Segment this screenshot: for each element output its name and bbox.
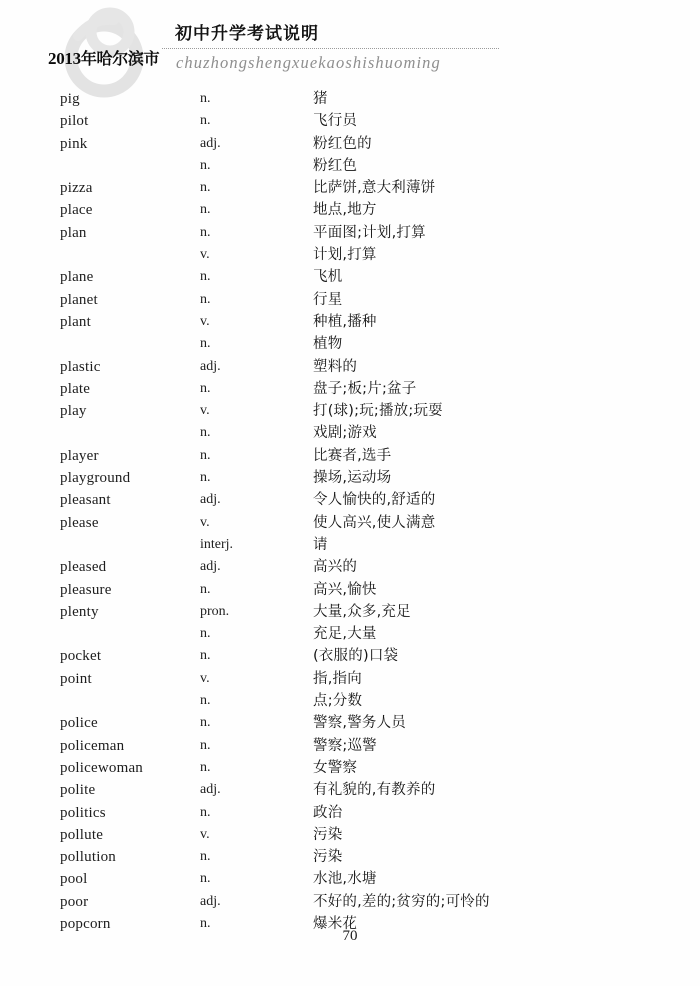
vocabulary-row [0,467,700,489]
vocabulary-meaning: 女警察 [313,759,358,776]
header-pinyin: chuzhongshengxuekaoshishuoming [176,53,441,72]
vocabulary-meaning: 政治 [313,804,343,821]
vocabulary-part-of-speech: v. [200,514,210,530]
vocabulary-meaning: 点;分数 [313,693,363,710]
vocabulary-meaning: 塑料的 [313,358,358,375]
vocabulary-row [0,601,700,623]
vocabulary-meaning: (衣服的)口袋 [313,648,399,665]
vocabulary-word: pollute [60,826,104,843]
vocabulary-row [0,333,700,355]
vocabulary-row [0,110,700,132]
vocabulary-meaning: 高兴的 [313,559,358,576]
vocabulary-part-of-speech: pron. [200,603,230,619]
vocabulary-word: plate [60,380,91,397]
vocabulary-meaning: 计划,打算 [313,247,377,264]
vocabulary-meaning: 充足,大量 [313,626,377,643]
vocabulary-row [0,266,700,288]
vocabulary-meaning: 请 [313,536,328,553]
vocabulary-part-of-speech: adj. [200,893,221,909]
vocabulary-row [0,289,700,311]
brand-city: 年哈尔滨市 [80,49,160,68]
vocabulary-row [0,311,700,333]
vocabulary-row [0,400,700,422]
vocabulary-list [0,88,700,935]
vocabulary-row [0,846,700,868]
brand-label [48,46,159,69]
vocabulary-row [0,534,700,556]
vocabulary-word: pilot [60,113,89,130]
vocabulary-part-of-speech: n. [200,581,211,597]
vocabulary-meaning: 行星 [313,291,343,308]
vocabulary-part-of-speech: n. [200,715,211,731]
vocabulary-row [0,356,700,378]
vocabulary-meaning: 种植,播种 [313,313,377,330]
vocabulary-meaning: 大量,众多,充足 [313,603,411,620]
vocabulary-word: police [60,715,98,732]
vocabulary-part-of-speech: n. [200,693,211,709]
vocabulary-row [0,489,700,511]
vocabulary-word: point [60,670,92,687]
page-header [0,0,700,86]
vocabulary-word: plant [60,313,91,330]
vocabulary-word: pocket [60,648,102,665]
vocabulary-meaning: 爆米花 [313,915,358,932]
vocabulary-word: plane [60,269,94,286]
vocabulary-meaning: 使人高兴,使人满意 [313,514,436,531]
vocabulary-meaning: 植物 [313,336,343,353]
vocabulary-row [0,623,700,645]
vocabulary-row [0,824,700,846]
page-number: 70 [342,928,358,944]
vocabulary-meaning: 打(球);玩;播放;玩耍 [313,403,443,420]
vocabulary-meaning: 飞行员 [313,113,358,130]
vocabulary-row [0,155,700,177]
vocabulary-part-of-speech: n. [200,759,211,775]
vocabulary-part-of-speech: interj. [200,536,234,552]
vocabulary-meaning: 水池,水塘 [313,871,377,888]
vocabulary-meaning: 指,指向 [313,670,362,687]
vocabulary-row [0,779,700,801]
vocabulary-row [0,891,700,913]
vocabulary-part-of-speech: n. [200,470,211,486]
vocabulary-meaning: 高兴,愉快 [313,581,377,598]
vocabulary-part-of-speech: adj. [200,559,221,575]
vocabulary-word: plenty [60,603,99,620]
vocabulary-part-of-speech: adj. [200,492,221,508]
vocabulary-row [0,222,700,244]
vocabulary-part-of-speech: n. [200,380,211,396]
vocabulary-row [0,556,700,578]
vocabulary-word: politics [60,804,106,821]
vocabulary-meaning: 有礼貌的,有教养的 [313,782,436,799]
vocabulary-row [0,645,700,667]
vocabulary-meaning: 飞机 [313,269,343,286]
vocabulary-part-of-speech: adj. [200,358,221,374]
vocabulary-row [0,378,700,400]
vocabulary-part-of-speech: n. [200,648,211,664]
vocabulary-word: pool [60,871,88,888]
vocabulary-meaning: 戏剧;游戏 [313,425,377,442]
vocabulary-part-of-speech: n. [200,91,211,106]
vocabulary-meaning: 警察,警务人员 [313,715,407,732]
vocabulary-part-of-speech: v. [200,247,210,263]
vocabulary-row [0,690,700,712]
vocabulary-meaning: 比赛者,选手 [313,447,392,464]
vocabulary-part-of-speech: n. [200,202,211,218]
vocabulary-meaning: 令人愉快的,舒适的 [313,492,436,509]
vocabulary-part-of-speech: n. [200,849,211,865]
vocabulary-row [0,735,700,757]
vocabulary-meaning: 污染 [313,849,343,866]
vocabulary-row [0,579,700,601]
vocabulary-word: pollution [60,849,116,866]
vocabulary-word: policewoman [60,759,144,776]
vocabulary-part-of-speech: n. [200,871,211,887]
vocabulary-meaning: 猪 [313,91,328,107]
vocabulary-part-of-speech: n. [200,113,211,129]
vocabulary-word: policeman [60,737,125,754]
vocabulary-part-of-speech: n. [200,447,211,463]
vocabulary-part-of-speech: n. [200,626,211,642]
vocabulary-word: place [60,202,93,219]
vocabulary-part-of-speech: n. [200,336,211,352]
vocabulary-word: planet [60,291,98,308]
header-divider [162,48,499,49]
vocabulary-row [0,712,700,734]
vocabulary-part-of-speech: n. [200,291,211,307]
vocabulary-word: polite [60,782,96,799]
vocabulary-word: popcorn [60,915,111,932]
vocabulary-row [0,88,700,110]
vocabulary-part-of-speech: n. [200,224,211,240]
vocabulary-row [0,177,700,199]
vocabulary-meaning: 粉红色的 [313,135,372,152]
vocabulary-part-of-speech: v. [200,313,210,329]
vocabulary-part-of-speech: n. [200,269,211,285]
vocabulary-row [0,757,700,779]
vocabulary-word: pleased [60,559,107,576]
vocabulary-meaning: 比萨饼,意大利薄饼 [313,180,436,197]
vocabulary-meaning: 粉红色 [313,157,358,174]
vocabulary-word: pleasure [60,581,112,598]
vocabulary-part-of-speech: n. [200,180,211,196]
vocabulary-part-of-speech: n. [200,804,211,820]
vocabulary-meaning: 操场,运动场 [313,470,392,487]
vocabulary-word: player [60,447,99,464]
vocabulary-meaning: 警察;巡警 [313,737,377,754]
vocabulary-word: pleasant [60,492,111,509]
vocabulary-word: plastic [60,358,101,375]
vocabulary-word: poor [60,893,89,910]
vocabulary-row [0,868,700,890]
vocabulary-part-of-speech: n. [200,157,211,173]
vocabulary-row [0,422,700,444]
vocabulary-meaning: 平面图;计划,打算 [313,224,426,241]
vocabulary-part-of-speech: adj. [200,135,221,151]
vocabulary-word: please [60,514,99,531]
vocabulary-word: pink [60,135,88,152]
vocabulary-row [0,244,700,266]
vocabulary-word: play [60,403,87,420]
vocabulary-meaning: 地点,地方 [313,202,377,219]
vocabulary-part-of-speech: n. [200,915,211,931]
vocabulary-part-of-speech: n. [200,425,211,441]
page-title: 初中升学考试说明 [175,24,319,44]
vocabulary-part-of-speech: v. [200,826,210,842]
vocabulary-row [0,668,700,690]
vocabulary-row [0,199,700,221]
vocabulary-word: playground [60,470,131,487]
vocabulary-meaning: 盘子;板;片;盆子 [313,380,417,397]
vocabulary-part-of-speech: n. [200,737,211,753]
vocabulary-row [0,445,700,467]
vocabulary-meaning: 污染 [313,826,343,843]
vocabulary-meaning: 不好的,差的;贫穷的;可怜的 [313,893,490,910]
vocabulary-word: pizza [60,180,93,197]
brand-year: 2013 [48,49,81,68]
vocabulary-row [0,512,700,534]
vocabulary-word: pig [60,91,80,107]
vocabulary-row [0,133,700,155]
vocabulary-part-of-speech: adj. [200,782,221,798]
vocabulary-word: plan [60,224,87,241]
vocabulary-part-of-speech: v. [200,403,210,419]
vocabulary-part-of-speech: v. [200,670,210,686]
vocabulary-row [0,802,700,824]
